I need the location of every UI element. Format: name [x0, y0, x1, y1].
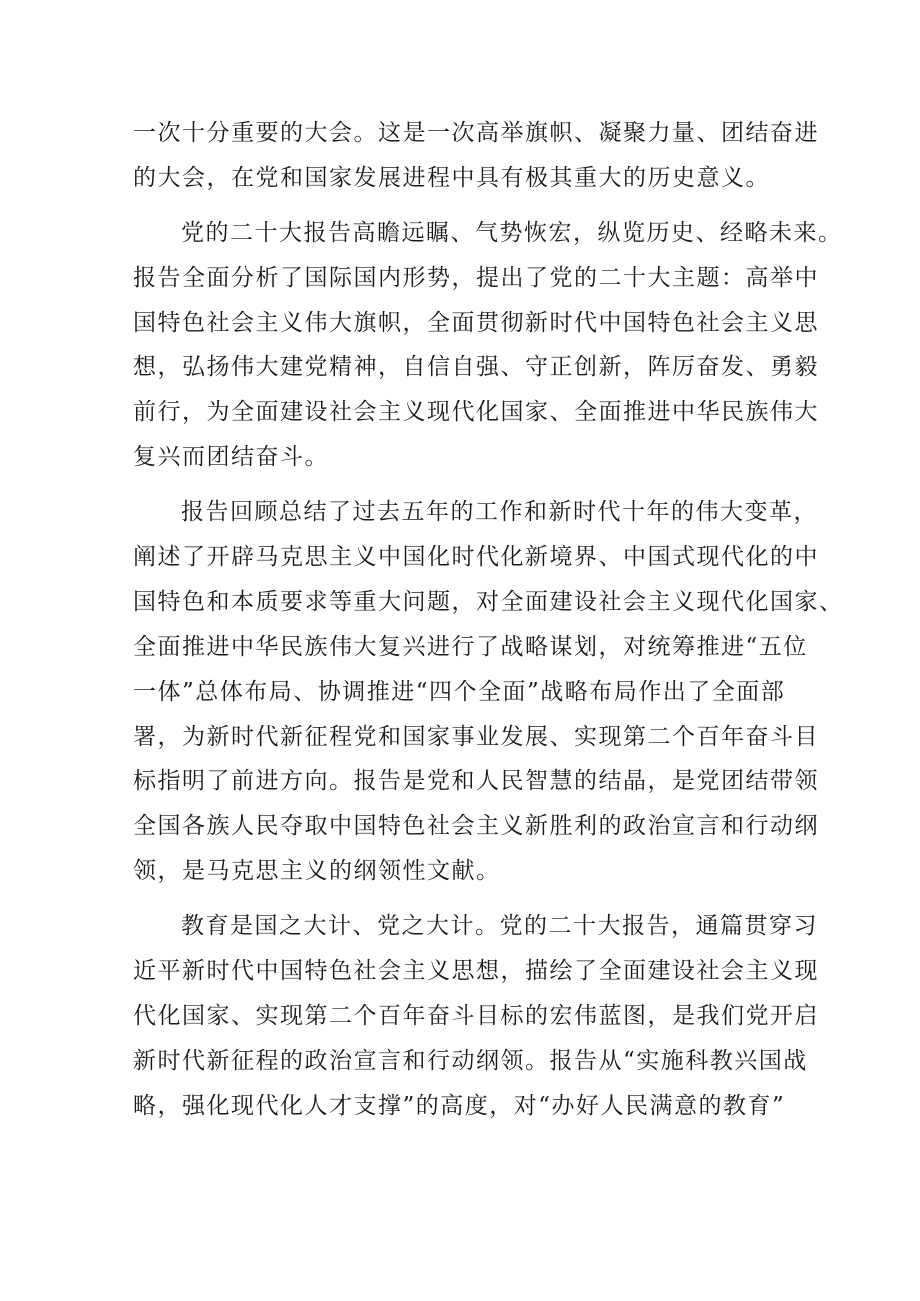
text-line: 近平新时代中国特色社会主义思想，描绘了全面建设社会主义现 — [133, 958, 819, 985]
text-line: 教育是国之大计、党之大计。党的二十大报告，通篇贯穿习 — [181, 913, 818, 940]
text-line: 一体”总体布局、协调推进“四个全面”战略布局作出了全面部 — [133, 678, 786, 705]
paragraph-4 — [133, 904, 819, 1128]
text-line: 报告全面分析了国际国内形势，提出了党的二十大主题：高举中 — [133, 264, 819, 291]
text-line: 报告回顾总结了过去五年的工作和新时代十年的伟大变革， — [181, 499, 818, 526]
text-line: 前行，为全面建设社会主义现代化国家、全面推进中华民族伟大 — [133, 399, 819, 426]
text-line: 全面推进中华民族伟大复兴进行了战略谋划，对统筹推进“五位 — [133, 633, 808, 660]
document-body — [133, 111, 844, 1129]
text-line: 标指明了前进方向。报告是党和人民智慧的结晶，是党团结带领 — [133, 768, 819, 795]
text-line: 想，弘扬伟大建党精神，自信自强、守正创新，阵厉奋发、勇毅 — [133, 354, 819, 381]
text-line: 国特色社会主义伟大旗帜，全面贯彻新时代中国特色社会主义思 — [133, 309, 819, 336]
paragraph-2 — [133, 211, 843, 480]
text-line: 一次十分重要的大会。这是一次高举旗帜、凝聚力量、团结奋进 — [133, 120, 819, 146]
paragraph-3 — [133, 490, 844, 894]
text-line: 的大会，在党和国家发展进程中具有极其重大的历史意义。 — [133, 164, 770, 191]
text-line: 复兴而团结奋斗。 — [133, 444, 329, 471]
text-line: 略，强化现代化人才支撑”的高度，对“办好人民满意的教育” — [133, 1092, 786, 1119]
text-line: 党的二十大报告高瞻远瞩、气势恢宏，纵览历史、经略未来。 — [181, 219, 843, 246]
text-line: 国特色和本质要求等重大问题，对全面建设社会主义现代化国家、 — [133, 588, 844, 615]
text-line: 署，为新时代新征程党和国家事业发展、实现第二个百年奋斗目 — [133, 723, 819, 750]
text-line: 全国各族人民夺取中国特色社会主义新胜利的政治宣言和行动纲 — [133, 813, 819, 840]
paragraph-1 — [133, 111, 819, 201]
text-line: 代化国家、实现第二个百年奋斗目标的宏伟蓝图，是我们党开启 — [133, 1002, 819, 1029]
text-line: 新时代新征程的政治宣言和行动纲领。报告从“实施科教兴国战 — [133, 1047, 808, 1074]
text-line: 领，是马克思主义的纲领性文献。 — [133, 858, 501, 885]
text-line: 阐述了开辟马克思主义中国化时代化新境界、中国式现代化的中 — [133, 544, 819, 571]
